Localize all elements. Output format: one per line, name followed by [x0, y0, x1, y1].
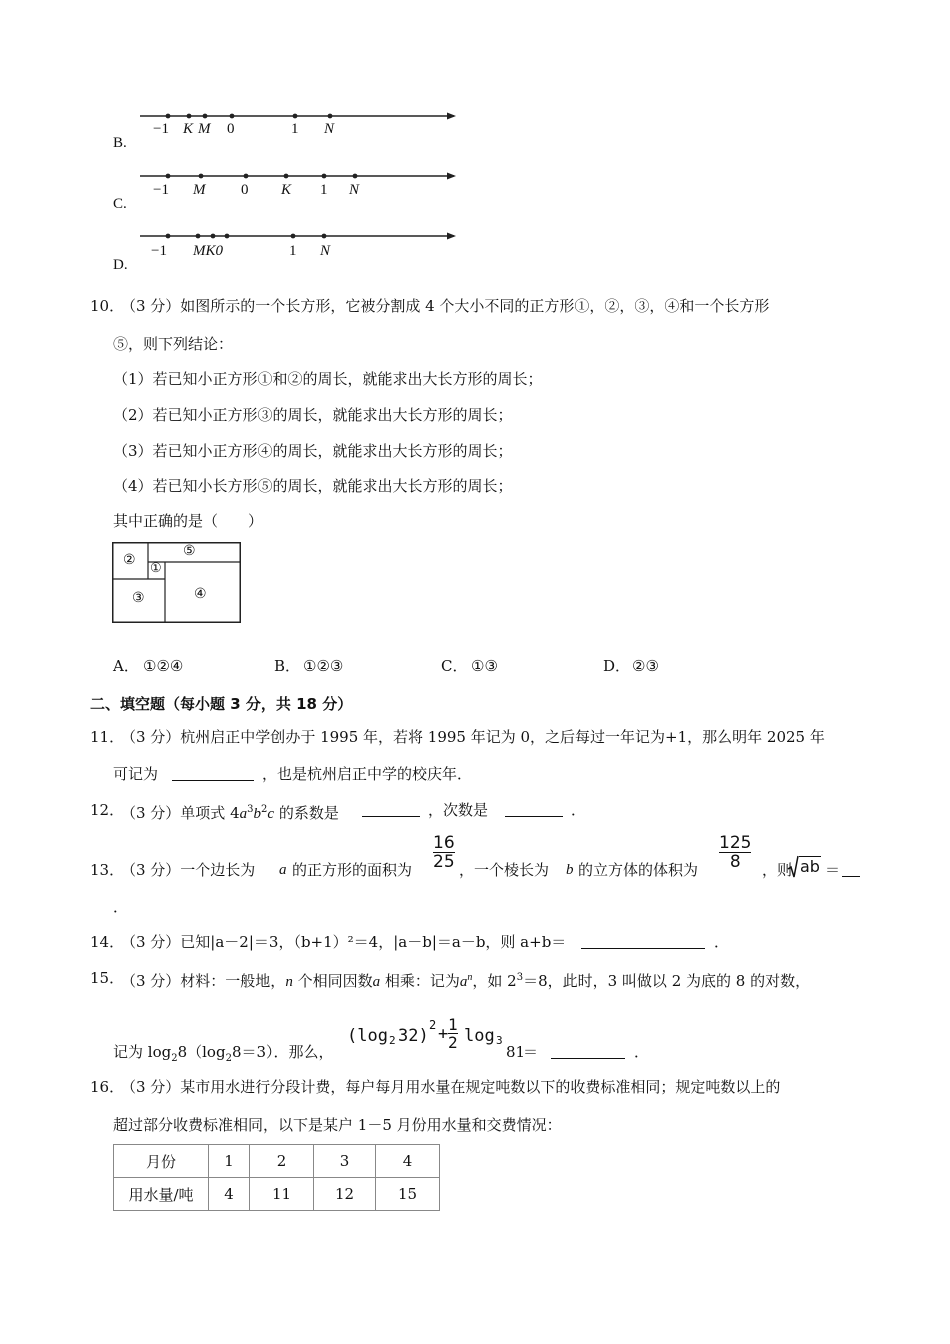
q10-number: 10．	[90, 297, 125, 315]
q13-frac1-denominator: 25	[433, 852, 455, 872]
nl-c-label-0: 0	[241, 182, 249, 198]
q10-option-a-letter[interactable]: A．	[113, 657, 139, 675]
table-cell: 15	[376, 1178, 440, 1211]
nl-d-label-n: N	[320, 243, 331, 259]
q11-number: 11．	[90, 728, 125, 746]
q15-line1-e: ＝8，此时，3 叫做以 2 为底的 8 的对数，	[523, 972, 811, 990]
q15-expr-square: 2	[429, 1018, 437, 1032]
q12-var-b: b	[253, 806, 261, 822]
q16-line1: （3 分）某市用水进行分段计费，每户每月用水量在规定吨数以下的收费标准相同；规定吨数以上的	[121, 1078, 781, 1096]
q13-var-a: a	[279, 862, 287, 878]
q15-expr-log1: (log	[347, 1026, 388, 1046]
table-cell: 1	[209, 1145, 250, 1178]
q12-exp-a: 3	[247, 804, 254, 815]
q10-option-c-text[interactable]: ①③	[471, 657, 498, 675]
q10-text-line2: ⑤，则下列结论：	[113, 335, 234, 353]
q12-mid2: ，次数是	[428, 801, 489, 819]
q15-var-n: n	[285, 974, 293, 990]
nl-c-label-m: M	[193, 182, 206, 198]
table-cell: 2	[250, 1145, 314, 1178]
q15-expr-81: 81	[506, 1043, 526, 1061]
q15-line1-c: 相乘：记为	[380, 972, 460, 990]
q12-var-a: a	[239, 806, 248, 822]
nl-b-label-0: 0	[227, 121, 235, 137]
table-header-month: 月份	[114, 1145, 209, 1178]
q10-statement-3: （3）若已知小正方形④的周长，就能求出大长方形的周长；	[113, 442, 513, 460]
q14-number: 14．	[90, 933, 125, 951]
q12-degree-blank[interactable]	[505, 802, 563, 817]
q12-coefficient-blank[interactable]	[362, 802, 420, 817]
nl-c-label-n: N	[349, 182, 360, 198]
nl-b-label-neg1: −1	[153, 121, 169, 137]
q13-equals: ＝	[825, 861, 841, 879]
q12-text	[121, 800, 339, 824]
nl-d-label-mk0: MK0	[193, 243, 223, 259]
q15-end: ．	[634, 1043, 650, 1061]
q15-line2-b: 8（log	[177, 1043, 226, 1061]
nl-b-label-1: 1	[291, 121, 299, 137]
q15-half-denominator: 2	[448, 1033, 458, 1052]
table-cell: 3	[314, 1145, 376, 1178]
nl-b-label-n: N	[324, 121, 335, 137]
q10-statement-1: （1）若已知小正方形①和②的周长，就能求出大长方形的周长；	[113, 370, 543, 388]
q10-ask: 其中正确的是（ ）	[113, 512, 264, 530]
q11-line2-end: ，也是杭州启正中学的校庆年．	[262, 765, 473, 783]
q10-option-d-letter[interactable]: D．	[603, 657, 631, 675]
q11-answer-blank[interactable]	[172, 766, 254, 781]
q13-var-b: b	[566, 862, 574, 878]
table-cell: 11	[250, 1178, 314, 1211]
table-cell: 12	[314, 1178, 376, 1211]
q15-expr-sub1: 2	[389, 1034, 396, 1047]
q13-frac2-denominator: 8	[719, 852, 751, 871]
nl-b-label-m: M	[198, 121, 211, 137]
q15-half-numerator: 1	[448, 1015, 458, 1034]
table-cell: 4	[209, 1178, 250, 1211]
q10-option-b-letter[interactable]: B．	[274, 657, 301, 675]
nl-b-label-k: K	[183, 121, 194, 137]
q15-line1	[121, 968, 810, 992]
q10-text-line1: （3 分）如图所示的一个长方形，它被分割成 4 个大小不同的正方形①，②，③，④和一个长方形	[121, 297, 770, 315]
q10-option-d-text[interactable]: ②③	[632, 657, 659, 675]
q13-text-2: 的正方形的面积为	[292, 861, 413, 879]
q13-fraction-125-8	[719, 834, 751, 871]
q15-expr-log2: log	[464, 1026, 495, 1046]
q16-water-table	[113, 1144, 440, 1211]
q12-mid: 的系数是	[274, 804, 339, 822]
q11-line2-start: 可记为	[113, 765, 159, 783]
q12-end: ．	[571, 801, 587, 819]
table-row	[114, 1178, 440, 1211]
q10-figure-label-4: ④	[194, 586, 207, 602]
number-line-c-axis	[138, 168, 463, 184]
q14-end: ．	[714, 933, 730, 951]
q15-two-exp: 3	[516, 972, 524, 983]
q10-figure-label-3: ③	[132, 590, 145, 606]
q12-prefix: （3 分）单项式 4	[121, 804, 240, 822]
q10-figure-label-1: ①	[150, 561, 162, 576]
nl-d-label-neg1: −1	[151, 243, 167, 259]
q13-frac2-numerator: 125	[719, 833, 752, 853]
q13-text-1: （3 分）一个边长为	[121, 861, 256, 879]
q10-statement-4: （4）若已知小长方形⑤的周长，就能求出大长方形的周长；	[113, 477, 513, 495]
q10-option-b-text[interactable]: ①②③	[303, 657, 344, 675]
q15-line1-b: 个相同因数	[292, 972, 373, 990]
q16-line2: 超过部分收费标准相同，以下是某户 1－5 月份用水量和交费情况：	[113, 1116, 562, 1134]
q13-answer-blank[interactable]	[842, 862, 860, 877]
option-d-letter: D.	[113, 257, 128, 273]
q12-var-c: c	[267, 806, 275, 822]
q15-equals: ＝	[523, 1043, 539, 1061]
q15-line2	[113, 1042, 334, 1069]
q15-number: 15．	[90, 969, 125, 987]
q15-expr-plus: +	[438, 1024, 449, 1044]
q10-option-c-letter[interactable]: C．	[441, 657, 468, 675]
q11-line1: （3 分）杭州启正中学创办于 1995 年，若将 1995 年记为 0，之后每过一年记为+1，那么明年 2025 年	[121, 728, 825, 746]
q13-text-4: 的立方体的体积为	[578, 861, 699, 879]
q13-frac1-numerator: 16	[433, 833, 455, 853]
q15-line2-a: 记为 log	[113, 1043, 172, 1061]
table-header-usage: 用水量/吨	[114, 1178, 209, 1211]
q10-option-a-text[interactable]: ①②④	[143, 657, 184, 675]
q15-expr-sub2: 3	[496, 1034, 503, 1047]
table-cell: 4	[376, 1145, 440, 1178]
q14-text: （3 分）已知|a－2|＝3，（b+1）²＝4，|a－b|＝a－b，则 a+b＝	[121, 933, 567, 951]
q10-rectangle-figure	[112, 542, 241, 623]
q15-line2-c: 8＝3）．那么，	[231, 1043, 334, 1061]
q13-number: 13．	[90, 861, 125, 879]
q15-sub-b: 2	[225, 1053, 232, 1064]
option-b-letter: B.	[113, 135, 127, 151]
q16-number: 16．	[90, 1078, 125, 1096]
q10-figure-label-2: ②	[123, 552, 136, 568]
q15-line1-d: ，如 2	[472, 972, 517, 990]
q13-sqrt-argument: ab	[800, 857, 820, 876]
q12-exp-b: 2	[261, 804, 268, 815]
q15-an-base: a	[459, 974, 468, 990]
q10-statement-2: （2）若已知小正方形③的周长，就能求出大长方形的周长；	[113, 406, 513, 424]
q15-var-a: a	[372, 974, 381, 990]
nl-d-label-1: 1	[289, 243, 297, 259]
q14-answer-blank[interactable]	[581, 934, 705, 949]
q15-expr-32: 32)	[398, 1026, 429, 1046]
q15-an-exp: n	[467, 972, 473, 983]
q15-answer-blank[interactable]	[551, 1044, 625, 1059]
nl-c-label-k: K	[281, 182, 292, 198]
table-row	[114, 1145, 440, 1178]
q13-text-5: ，则	[762, 861, 793, 879]
option-c-letter: C.	[113, 196, 127, 212]
q15-expr-half	[448, 1016, 458, 1051]
q13-fraction-16-25	[433, 834, 455, 871]
q15-sub-a: 2	[171, 1053, 178, 1064]
section-2-title: 二、填空题（每小题 3 分，共 18 分）	[90, 695, 353, 713]
number-line-d-axis	[138, 228, 463, 244]
q13-tail: ．	[113, 898, 129, 916]
nl-c-label-neg1: −1	[153, 182, 169, 198]
q15-line1-a: （3 分）材料：一般地，	[121, 972, 286, 990]
q10-figure-label-5: ⑤	[183, 543, 196, 559]
nl-c-label-1: 1	[320, 182, 328, 198]
sqrt-icon	[787, 855, 799, 879]
q12-number: 12．	[90, 801, 125, 819]
q13-text-3: ，一个棱长为	[459, 861, 550, 879]
